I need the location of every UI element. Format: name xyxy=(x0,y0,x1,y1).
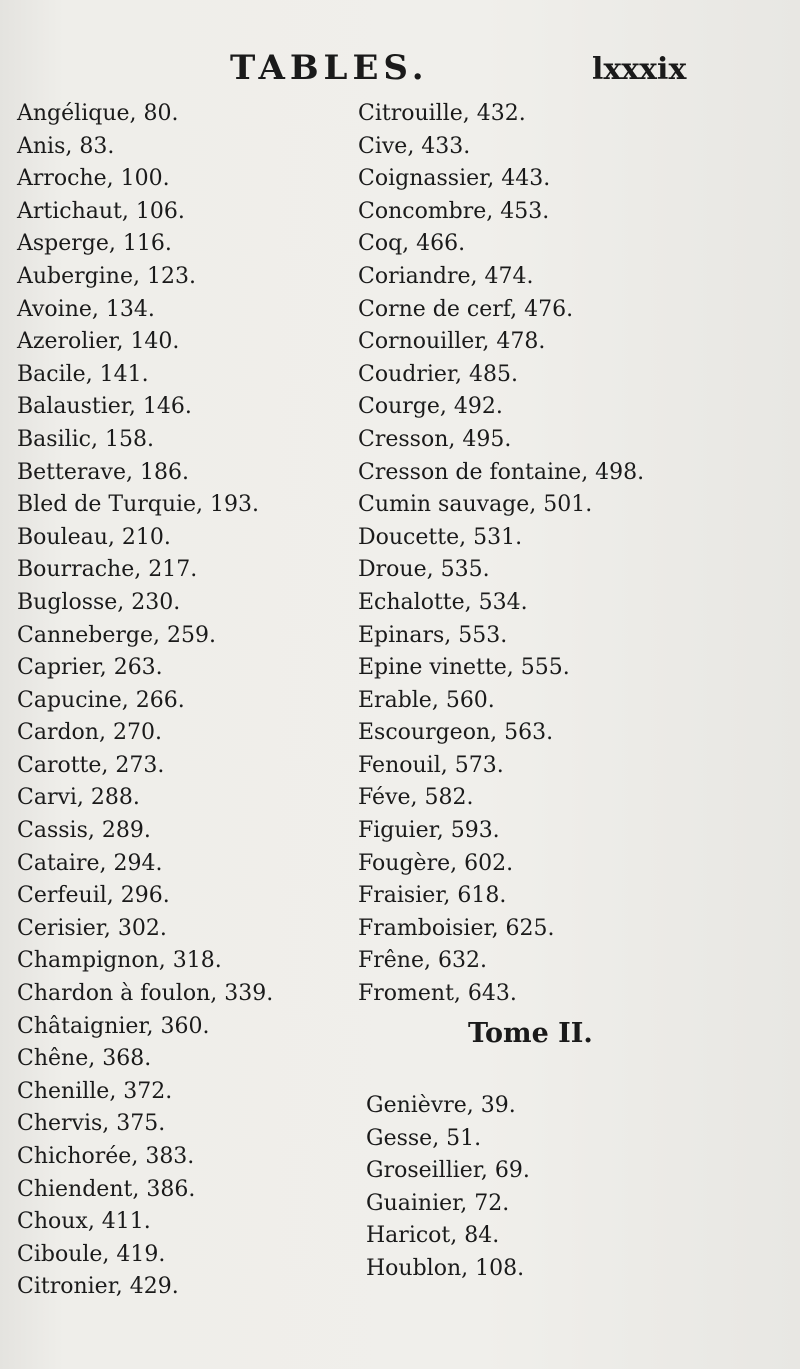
index-entry: Chêne, 368. xyxy=(17,1046,152,1072)
index-entry: Bourrache, 217. xyxy=(17,557,198,583)
index-entry: Chenille, 372. xyxy=(17,1078,173,1104)
index-entry: Chardon à foulon, 339. xyxy=(17,981,274,1007)
index-entry: Droue, 535. xyxy=(358,557,490,583)
index-entry: Echalotte, 534. xyxy=(358,589,528,615)
index-entry: Epinars, 553. xyxy=(358,622,508,648)
index-entry: Epine vinette, 555. xyxy=(358,655,570,681)
index-entry: Escourgeon, 563. xyxy=(358,720,554,746)
index-entry: Coq, 466. xyxy=(358,231,466,257)
index-entry: Chiendent, 386. xyxy=(17,1176,196,1202)
index-entry: Cresson de fontaine, 498. xyxy=(358,459,645,485)
page-title: TABLES. xyxy=(230,48,429,88)
index-entry: Citrouille, 432. xyxy=(358,101,526,126)
index-entry: Concombre, 453. xyxy=(358,198,550,224)
index-entry: Arroche, 100. xyxy=(17,166,170,192)
index-entry: Coriandre, 474. xyxy=(358,263,534,289)
index-entry: Froment, 643. xyxy=(358,981,517,1007)
index-entry: Frêne, 632. xyxy=(358,948,487,974)
index-entry: Aubergine, 123. xyxy=(17,263,196,289)
index-entry: Avoine, 134. xyxy=(17,296,155,322)
index-entry: Buglosse, 230. xyxy=(17,589,181,615)
index-entry: Chervis, 375. xyxy=(17,1111,166,1137)
index-entry: Genièvre, 39. xyxy=(366,1093,516,1118)
index-entry: Choux, 411. xyxy=(17,1209,151,1235)
index-entry: Chichorée, 383. xyxy=(17,1144,195,1169)
index-right-column xyxy=(358,98,788,1011)
index-entry: Azerolier, 140. xyxy=(17,329,180,355)
index-entry: Anis, 83. xyxy=(17,133,115,159)
index-entry: Carvi, 288. xyxy=(17,785,140,811)
index-entry: Asperge, 116. xyxy=(17,231,172,257)
index-entry: Angélique, 80. xyxy=(17,101,179,126)
index-entry: Cassis, 289. xyxy=(17,818,151,844)
index-entry: Groseillier, 69. xyxy=(366,1158,530,1184)
index-entry: Erable, 560. xyxy=(358,687,495,713)
index-entry: Fraisier, 618. xyxy=(358,883,507,909)
index-entry: Ciboule, 419. xyxy=(17,1241,166,1267)
index-entry: Cive, 433. xyxy=(358,133,471,159)
index-entry: Cardon, 270. xyxy=(17,720,162,746)
index-entry: Haricot, 84. xyxy=(366,1223,500,1249)
index-entry: Guainier, 72. xyxy=(366,1190,510,1216)
index-entry: Framboisier, 625. xyxy=(358,915,555,941)
index-entry: Cumin sauvage, 501. xyxy=(358,492,593,518)
index-entry: Bled de Turquie, 193. xyxy=(17,492,260,518)
index-entry: Betterave, 186. xyxy=(17,459,189,485)
index-entry: Fenouil, 573. xyxy=(358,752,504,778)
index-entry: Courge, 492. xyxy=(358,394,503,420)
index-entry: Balaustier, 146. xyxy=(17,394,192,420)
index-entry: Figuier, 593. xyxy=(358,818,500,844)
index-entry: Cerfeuil, 296. xyxy=(17,883,170,909)
index-left-column xyxy=(17,98,347,1304)
index-entry: Cornouiller, 478. xyxy=(358,329,546,355)
index-entry: Artichaut, 106. xyxy=(17,198,185,224)
index-entry: Basilic, 158. xyxy=(17,426,154,452)
index-entry: Coignassier, 443. xyxy=(358,166,551,192)
index-entry: Féve, 582. xyxy=(358,785,474,811)
index-entry: Capucine, 266. xyxy=(17,687,185,713)
index-entry: Bouleau, 210. xyxy=(17,524,171,550)
index-entry: Fougère, 602. xyxy=(358,850,514,876)
index-entry: Corne de cerf, 476. xyxy=(358,296,574,322)
tome2-index-list xyxy=(366,1090,786,1286)
index-entry: Champignon, 318. xyxy=(17,948,222,974)
index-entry: Carotte, 273. xyxy=(17,752,165,778)
page-number: lxxxix xyxy=(592,52,687,87)
index-entry: Gesse, 51. xyxy=(366,1125,482,1151)
index-entry: Châtaignier, 360. xyxy=(17,1013,210,1039)
index-entry: Cataire, 294. xyxy=(17,850,163,876)
index-entry: Cresson, 495. xyxy=(358,426,512,452)
index-entry: Coudrier, 485. xyxy=(358,361,518,387)
tome-heading: Tome II. xyxy=(468,1018,593,1049)
index-entry: Caprier, 263. xyxy=(17,655,163,681)
index-entry: Doucette, 531. xyxy=(358,524,523,550)
page-header xyxy=(0,48,800,98)
index-entry: Citronier, 429. xyxy=(17,1274,179,1300)
index-entry: Bacile, 141. xyxy=(17,361,149,387)
index-entry: Houblon, 108. xyxy=(366,1255,525,1281)
index-entry: Canneberge, 259. xyxy=(17,622,216,648)
index-entry: Cerisier, 302. xyxy=(17,915,167,941)
